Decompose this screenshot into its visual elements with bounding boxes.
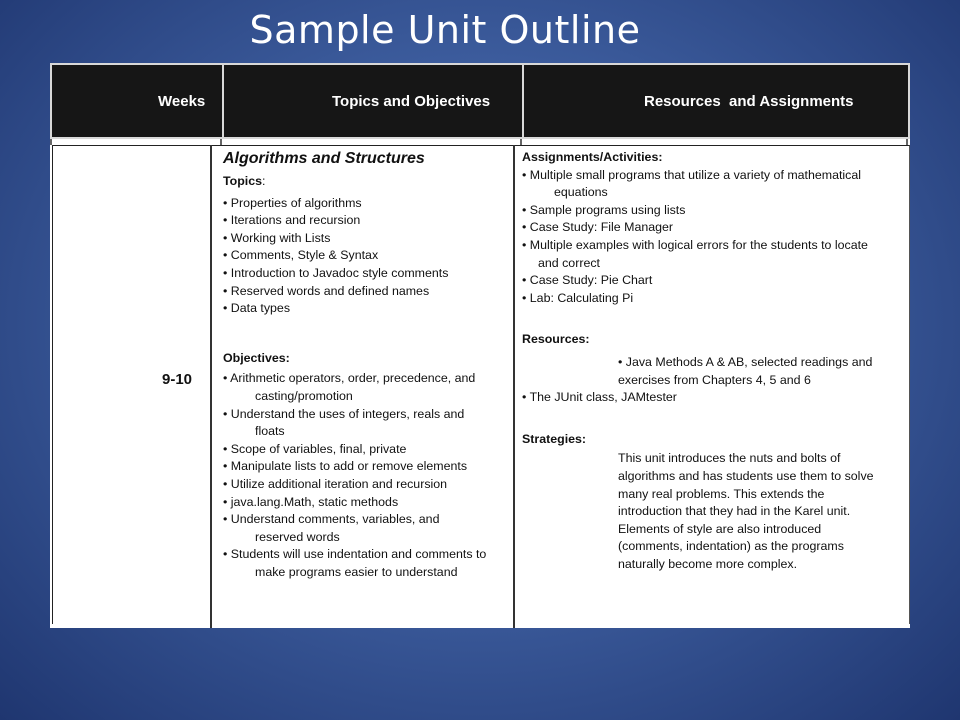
- resources-item: • Java Methods A & AB, selected readings and: [618, 354, 873, 369]
- strategies-text: [522, 450, 902, 573]
- strategy-line: introduction that they had in the Karel unit.: [618, 504, 851, 519]
- list-item: • Reserved words and defined names: [223, 283, 430, 298]
- strategies-heading: Strategies:: [522, 431, 587, 446]
- unit-outline-document: [50, 63, 910, 628]
- topics-heading: Topics:: [223, 174, 266, 188]
- resources-list: [522, 389, 902, 407]
- list-item: • Introduction to Javadoc style comments: [223, 265, 449, 280]
- weeks-cell: 9-10: [162, 371, 193, 388]
- assignments-list: [522, 167, 902, 308]
- topics-list: [223, 195, 508, 318]
- list-item: • java.lang.Math, static methods: [223, 494, 399, 509]
- resources-assignments-cell: [522, 149, 902, 573]
- strategy-line: naturally become more complex.: [618, 556, 798, 571]
- column-divider: [513, 145, 515, 628]
- resources-item-cont: exercises from Chapters 4, 5 and 6: [618, 372, 811, 387]
- strategy-line: algorithms and has students use them to solve: [618, 468, 874, 483]
- list-item: • Students will use indentation and comments to make programs easier to understand: [223, 547, 487, 579]
- list-item: • Manipulate lists to add or remove elements: [223, 459, 468, 474]
- list-item: • Multiple examples with logical errors for the students to locate and correct: [522, 237, 868, 270]
- topics-objectives-cell: [223, 149, 508, 581]
- list-item: • Scope of variables, final, private: [223, 441, 407, 456]
- header-topics: Topics and Objectives: [332, 92, 491, 110]
- header-weeks: Weeks: [158, 92, 206, 110]
- list-item: • Properties of algorithms: [223, 195, 362, 210]
- list-item: • Multiple small programs that utilize a variety of mathematical equations: [522, 167, 862, 200]
- strategy-line: (comments, indentation) as the programs: [618, 539, 844, 554]
- list-item: • Sample programs using lists: [522, 202, 686, 217]
- list-item: • Working with Lists: [223, 230, 331, 245]
- assignments-heading: Assignments/Activities:: [522, 150, 663, 164]
- table-header-row: [50, 63, 910, 139]
- resources-heading: Resources:: [522, 332, 590, 347]
- list-item: • Data types: [223, 301, 291, 316]
- strategy-line: This unit introduces the nuts and bolts of: [618, 451, 841, 466]
- list-item: • Case Study: Pie Chart: [522, 273, 653, 288]
- strategy-line: Elements of style are also introduced: [618, 521, 822, 536]
- list-item: • Comments, Style & Syntax: [223, 248, 379, 263]
- list-item: • Iterations and recursion: [223, 213, 361, 228]
- slide-title: Sample Unit Outline: [249, 8, 641, 52]
- header-divider: [222, 65, 224, 137]
- header-resources: Resources and Assignments: [644, 92, 854, 110]
- header-divider: [522, 65, 524, 137]
- objectives-list: [223, 370, 508, 581]
- list-item: • Understand comments, variables, and reserved words: [223, 512, 440, 544]
- unit-title: Algorithms and Structures: [223, 150, 425, 167]
- strategy-line: many real problems. This extends the: [618, 486, 825, 501]
- list-item: • Arithmetic operators, order, precedence, and casting/promotion: [223, 371, 476, 403]
- list-item: • Lab: Calculating Pi: [522, 290, 634, 305]
- column-divider: [210, 145, 212, 628]
- list-item: • Case Study: File Manager: [522, 220, 674, 235]
- list-item: • Utilize additional iteration and recursion: [223, 476, 448, 491]
- objectives-heading: Objectives:: [223, 350, 290, 365]
- list-item: • Understand the uses of integers, reals and floats: [223, 406, 465, 439]
- list-item: • The JUnit class, JAMtester: [522, 390, 677, 405]
